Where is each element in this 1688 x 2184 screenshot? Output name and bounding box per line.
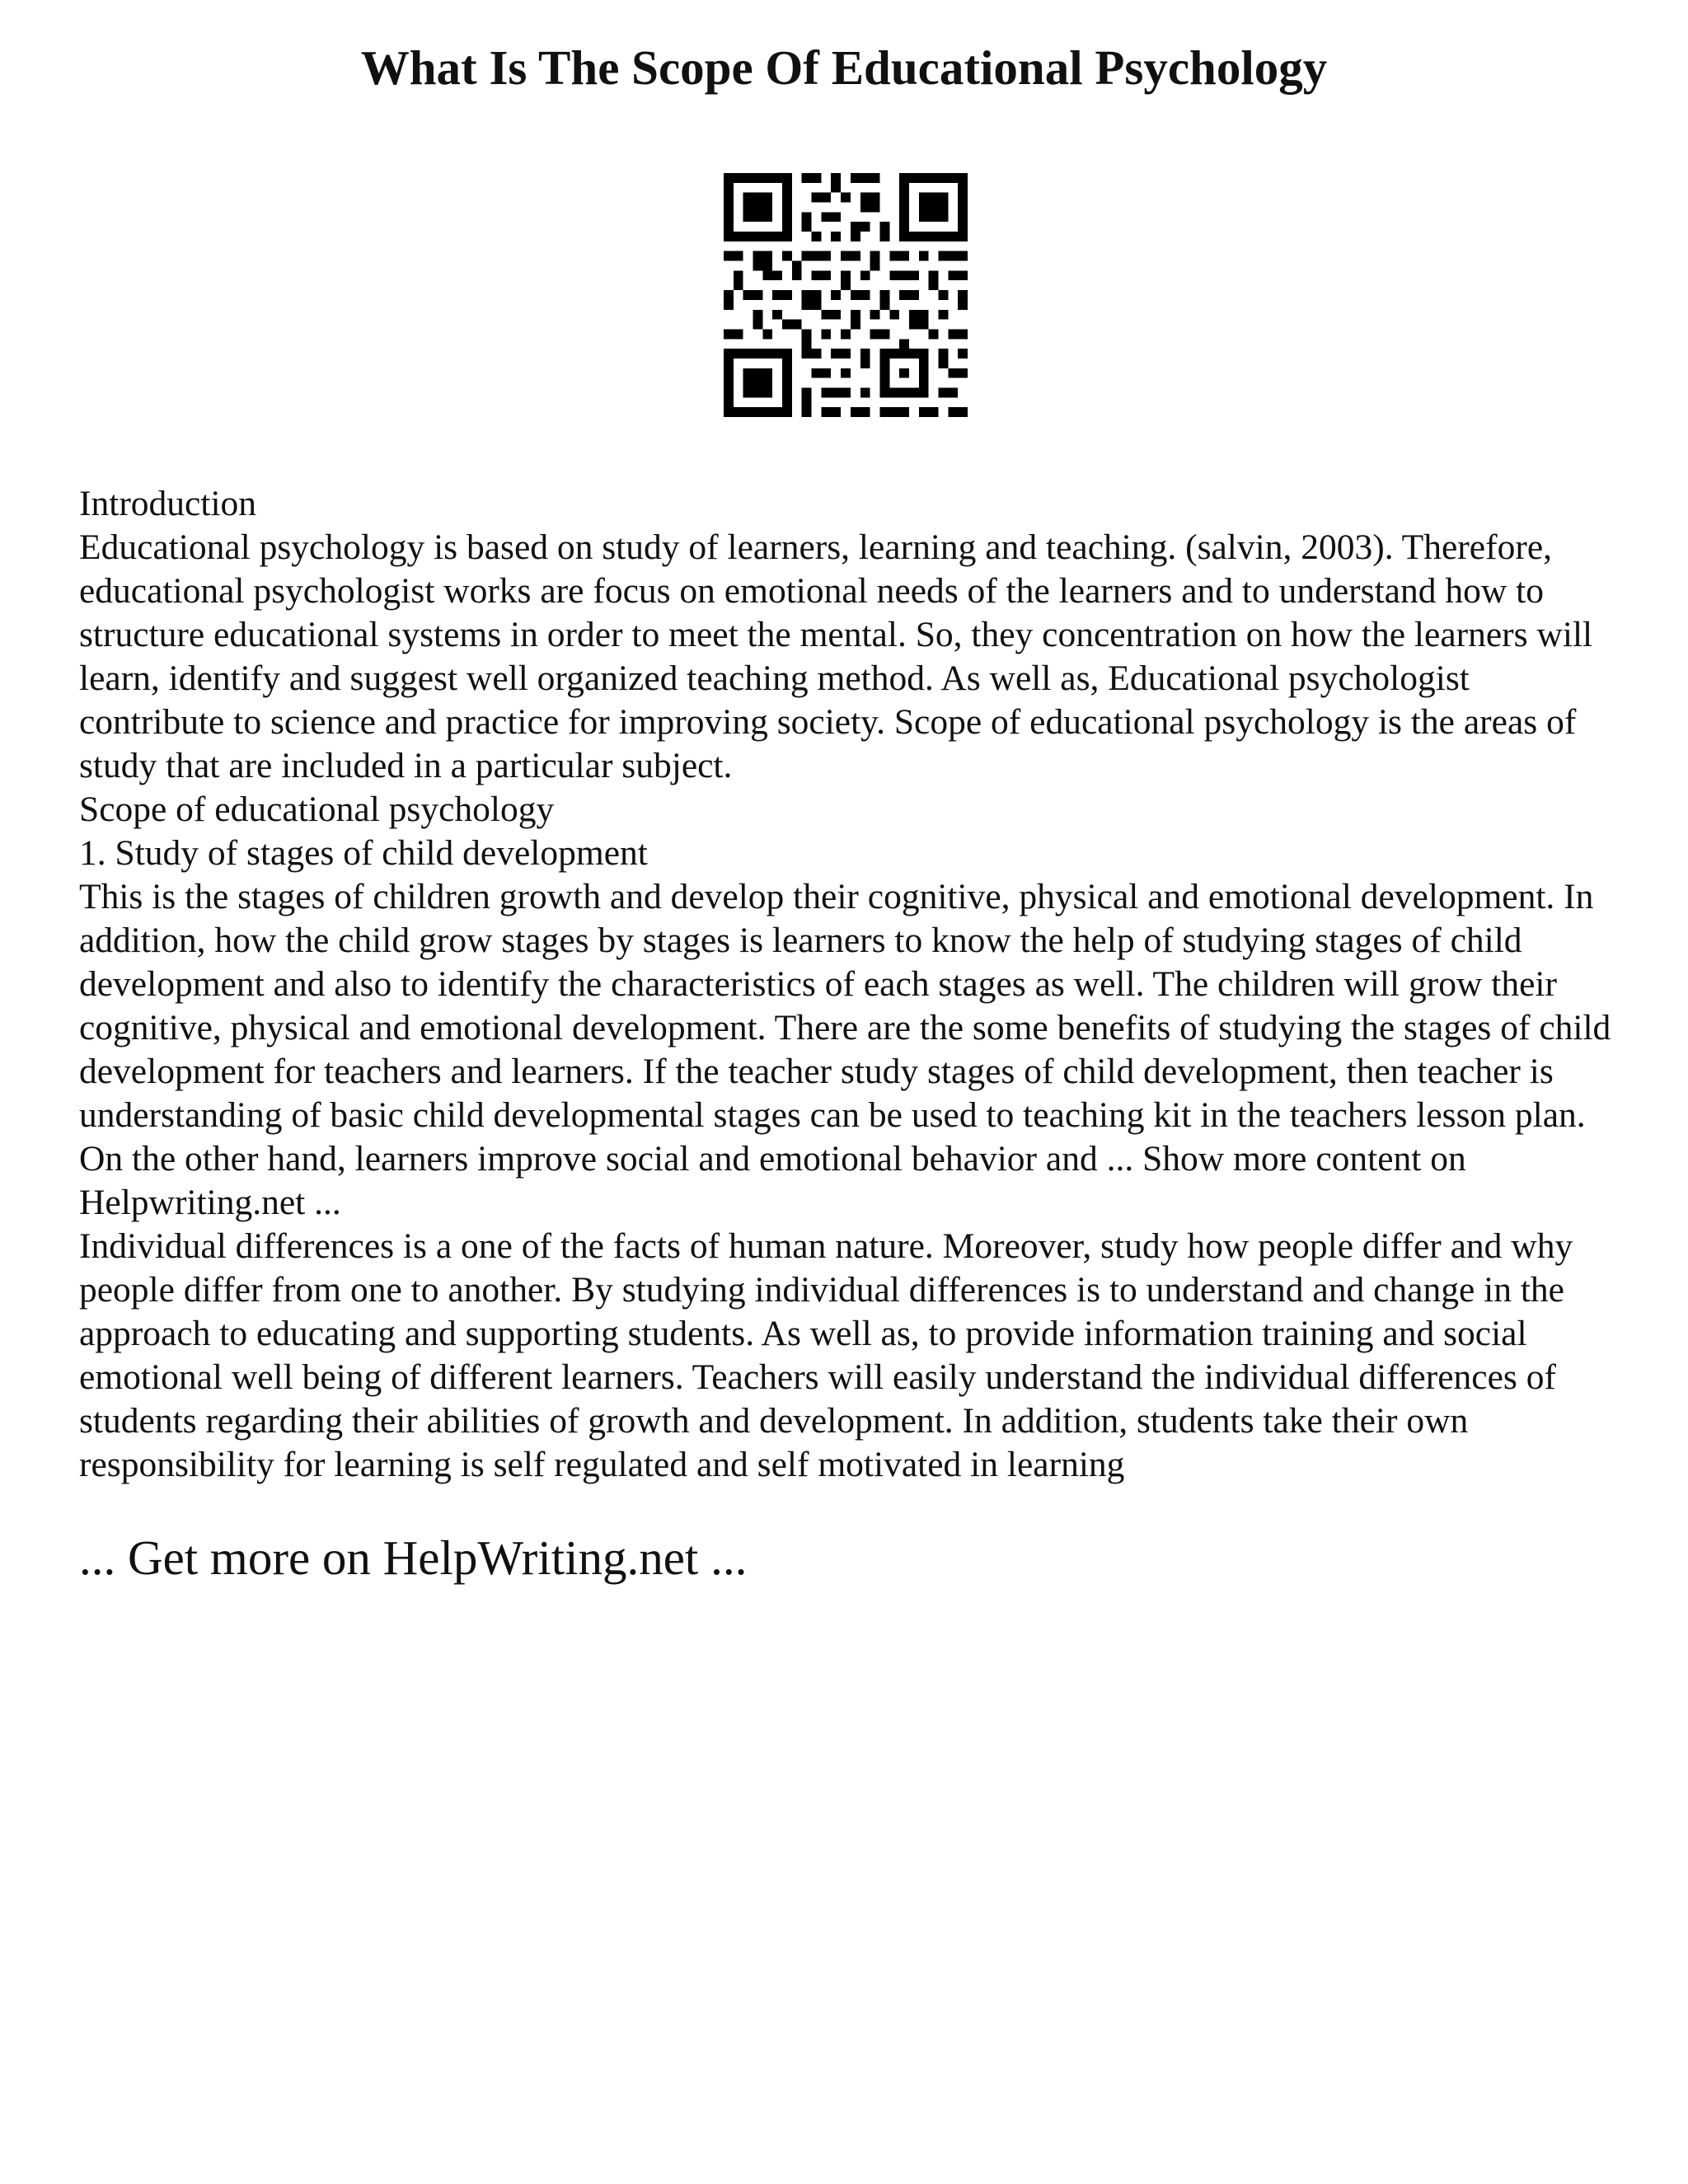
qr-code-icon [724, 173, 968, 417]
document-body [79, 482, 1620, 1487]
section-heading-introduction: Introduction [79, 484, 257, 523]
paragraph-introduction: Educational psychology is based on study of learners, learning and teaching. (salvin, 2003). Therefore, educational psychologist works are focus on emotional needs of the learners and to understand how to structure educational systems in order to meet the mental. So, they concentration on how the learners will learn, identify and suggest well organized teaching method. As well as, Educational psychologist contribute to science and practice for improving society. Scope of educational psychology is the areas of study that are included in a particular subject. [79, 527, 1593, 785]
section-heading-scope: Scope of educational psychology [79, 790, 555, 829]
page-title: What Is The Scope Of Educational Psychology [360, 40, 1328, 95]
paragraph-child-development: This is the stages of children growth and develop their cognitive, physical and emotional development. In addition, how the child grow stages by stages is learners to know the help of studying stages of child development and also to identify the characteristics of each stages as well. The children will grow their cognitive, physical and emotional development. There are the some benefits of studying the stages of child development for teachers and learners. If the teacher study stages of child development, then teacher is understanding of basic child developmental stages can be used to teaching kit in the teachers lesson plan. On the other hand, learners improve social and emotional behavior and ... Show more content on Helpwriting.net ... [79, 877, 1611, 1222]
get-more-link[interactable]: ... Get more on HelpWriting.net ... [79, 1530, 748, 1585]
subheading-child-development: 1. Study of stages of child development [79, 833, 648, 873]
paragraph-individual-differences: Individual differences is a one of the facts of human nature. Moreover, study how people differ and why people differ from one to another. By studying individual differences is to understand and change in the approach to educating and supporting students. As well as, to provide information training and social emotional well being of different learners. Teachers will easily understand the individual differences of students regarding their abilities of growth and development. In addition, students take their own responsibility for learning is self regulated and self motivated in learning [79, 1226, 1573, 1484]
